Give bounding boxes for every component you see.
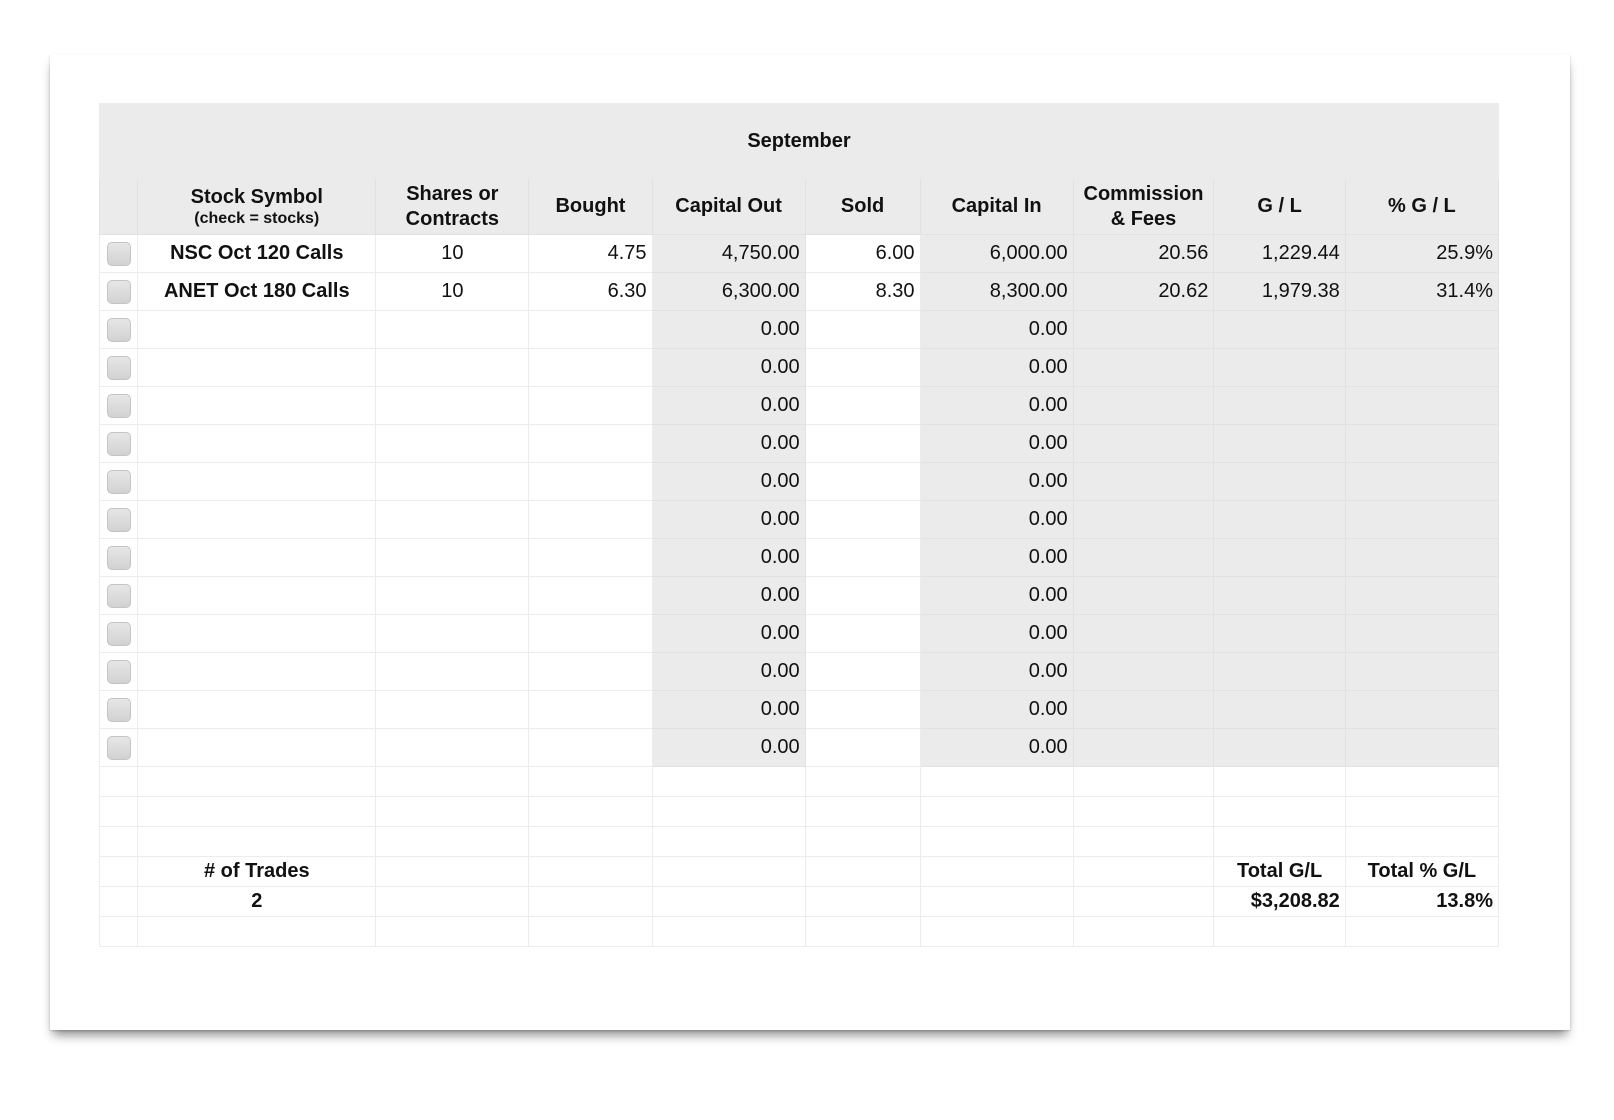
pct-gl-cell[interactable] — [1345, 425, 1498, 463]
shares-cell[interactable] — [376, 425, 529, 463]
cell[interactable] — [805, 767, 920, 797]
capital-out-cell[interactable]: 0.00 — [652, 463, 805, 501]
stock-checkbox[interactable] — [107, 242, 131, 266]
gl-cell[interactable] — [1214, 691, 1345, 729]
cell[interactable] — [138, 767, 376, 797]
commission-cell[interactable]: 20.62 — [1073, 273, 1214, 311]
cell[interactable] — [805, 887, 920, 917]
header-stock-symbol-note: (check = stocks) — [194, 210, 320, 227]
cell[interactable] — [1214, 767, 1345, 797]
header-capital-out[interactable]: Capital Out — [652, 179, 805, 235]
header-pct-gl[interactable]: % G / L — [1345, 179, 1498, 235]
capital-out-cell[interactable]: 0.00 — [652, 577, 805, 615]
commission-cell[interactable] — [1073, 615, 1214, 653]
cell[interactable] — [376, 917, 529, 947]
trade-row — [100, 729, 1499, 767]
title-row — [100, 104, 1499, 179]
sold-cell[interactable]: 8.30 — [805, 273, 920, 311]
pct-gl-cell[interactable] — [1345, 463, 1498, 501]
gl-cell[interactable] — [1214, 349, 1345, 387]
spreadsheet-page — [50, 54, 1570, 1030]
sold-cell[interactable] — [805, 425, 920, 463]
cell[interactable] — [652, 827, 805, 857]
capital-in-cell[interactable]: 0.00 — [920, 425, 1073, 463]
commission-cell[interactable] — [1073, 463, 1214, 501]
checkbox-cell — [100, 311, 138, 349]
shares-cell[interactable] — [376, 463, 529, 501]
commission-cell[interactable] — [1073, 539, 1214, 577]
shares-cell[interactable] — [376, 729, 529, 767]
checkbox-cell — [100, 387, 138, 425]
capital-out-cell[interactable]: 0.00 — [652, 691, 805, 729]
bought-cell[interactable]: 4.75 — [529, 235, 652, 273]
stock-checkbox[interactable] — [107, 394, 131, 418]
capital-out-cell[interactable]: 0.00 — [652, 501, 805, 539]
trade-row — [100, 425, 1499, 463]
stock-symbol-cell[interactable] — [138, 463, 376, 501]
capital-in-cell[interactable]: 0.00 — [920, 615, 1073, 653]
cell[interactable] — [1073, 887, 1214, 917]
checkbox-cell — [100, 425, 138, 463]
header-shares-line2: Contracts — [405, 207, 500, 230]
blank-row — [100, 797, 1499, 827]
shares-cell[interactable] — [376, 349, 529, 387]
cell[interactable] — [376, 797, 529, 827]
capital-in-cell[interactable]: 0.00 — [920, 311, 1073, 349]
gl-cell[interactable] — [1214, 501, 1345, 539]
capital-in-cell[interactable]: 0.00 — [920, 729, 1073, 767]
stock-symbol-cell[interactable] — [138, 653, 376, 691]
sold-cell[interactable] — [805, 463, 920, 501]
stock-symbol-cell[interactable] — [138, 577, 376, 615]
cell[interactable] — [529, 827, 652, 857]
checkbox-cell — [100, 273, 138, 311]
bought-cell[interactable] — [529, 539, 652, 577]
cell[interactable] — [376, 827, 529, 857]
shares-cell[interactable] — [376, 501, 529, 539]
commission-cell[interactable] — [1073, 425, 1214, 463]
commission-cell[interactable] — [1073, 653, 1214, 691]
capital-in-cell[interactable]: 0.00 — [920, 349, 1073, 387]
stock-symbol-cell[interactable] — [138, 349, 376, 387]
capital-in-cell[interactable]: 6,000.00 — [920, 235, 1073, 273]
header-capital-in[interactable]: Capital In — [920, 179, 1073, 235]
shares-cell[interactable] — [376, 615, 529, 653]
stock-checkbox[interactable] — [107, 546, 131, 570]
capital-in-cell[interactable]: 8,300.00 — [920, 273, 1073, 311]
shares-cell[interactable] — [376, 577, 529, 615]
pct-gl-cell[interactable] — [1345, 387, 1498, 425]
sold-cell[interactable] — [805, 577, 920, 615]
cell[interactable] — [920, 797, 1073, 827]
stock-symbol-cell[interactable] — [138, 691, 376, 729]
bought-cell[interactable] — [529, 501, 652, 539]
cell[interactable] — [1214, 917, 1345, 947]
checkbox-cell — [100, 691, 138, 729]
stock-checkbox[interactable] — [107, 736, 131, 760]
sold-cell[interactable] — [805, 311, 920, 349]
gl-cell[interactable] — [1214, 653, 1345, 691]
stock-checkbox[interactable] — [107, 698, 131, 722]
trade-row — [100, 349, 1499, 387]
checkbox-cell — [100, 653, 138, 691]
cell[interactable] — [100, 917, 138, 947]
cell[interactable] — [1073, 827, 1214, 857]
gl-cell[interactable] — [1214, 539, 1345, 577]
header-sold[interactable]: Sold — [805, 179, 920, 235]
capital-out-cell[interactable]: 6,300.00 — [652, 273, 805, 311]
commission-cell[interactable]: 20.56 — [1073, 235, 1214, 273]
cell[interactable] — [138, 827, 376, 857]
cell[interactable] — [1073, 857, 1214, 887]
cell[interactable] — [376, 857, 529, 887]
header-commission-line2: & Fees — [1110, 207, 1177, 230]
header-shares-line1: Shares or — [406, 182, 499, 205]
checkbox-cell — [100, 501, 138, 539]
bought-cell[interactable] — [529, 615, 652, 653]
cell[interactable] — [1345, 767, 1498, 797]
capital-in-cell[interactable]: 0.00 — [920, 577, 1073, 615]
header-bought[interactable]: Bought — [529, 179, 652, 235]
bought-cell[interactable] — [529, 691, 652, 729]
blank-row — [100, 767, 1499, 797]
bought-cell[interactable] — [529, 729, 652, 767]
shares-cell[interactable] — [376, 539, 529, 577]
capital-out-cell[interactable]: 0.00 — [652, 349, 805, 387]
summary-label-row — [100, 857, 1499, 887]
header-stock-symbol[interactable] — [138, 179, 376, 235]
cell[interactable] — [652, 857, 805, 887]
commission-cell[interactable] — [1073, 577, 1214, 615]
sold-cell[interactable] — [805, 615, 920, 653]
capital-out-cell[interactable]: 4,750.00 — [652, 235, 805, 273]
capital-in-cell[interactable]: 0.00 — [920, 653, 1073, 691]
header-row — [100, 179, 1499, 235]
cell[interactable] — [1073, 767, 1214, 797]
pct-gl-cell[interactable] — [1345, 311, 1498, 349]
checkbox-cell — [100, 235, 138, 273]
total-gl-value[interactable]: $3,208.82 — [1214, 887, 1345, 917]
trade-row — [100, 273, 1499, 311]
trades-count-value[interactable]: 2 — [138, 887, 376, 917]
stock-symbol-cell[interactable] — [138, 501, 376, 539]
cell[interactable] — [1345, 797, 1498, 827]
pct-gl-cell[interactable] — [1345, 615, 1498, 653]
header-shares[interactable] — [376, 179, 529, 235]
cell[interactable] — [100, 887, 138, 917]
capital-out-cell[interactable]: 0.00 — [652, 653, 805, 691]
cell[interactable] — [376, 887, 529, 917]
gl-cell[interactable] — [1214, 387, 1345, 425]
pct-gl-cell[interactable] — [1345, 539, 1498, 577]
cell[interactable] — [100, 797, 138, 827]
sold-cell[interactable] — [805, 501, 920, 539]
shares-cell[interactable] — [376, 387, 529, 425]
checkbox-cell — [100, 615, 138, 653]
cell[interactable] — [1345, 917, 1498, 947]
trade-row — [100, 463, 1499, 501]
cell[interactable] — [100, 767, 138, 797]
cell[interactable] — [805, 797, 920, 827]
trades-table — [99, 103, 1499, 947]
stock-symbol-cell[interactable] — [138, 311, 376, 349]
capital-out-cell[interactable]: 0.00 — [652, 387, 805, 425]
bought-cell[interactable] — [529, 577, 652, 615]
trade-row — [100, 691, 1499, 729]
stock-symbol-cell[interactable] — [138, 425, 376, 463]
stock-checkbox[interactable] — [107, 318, 131, 342]
pct-gl-cell[interactable] — [1345, 729, 1498, 767]
blank-row — [100, 917, 1499, 947]
sold-cell[interactable]: 6.00 — [805, 235, 920, 273]
commission-cell[interactable] — [1073, 729, 1214, 767]
gl-cell[interactable] — [1214, 577, 1345, 615]
shares-cell[interactable]: 10 — [376, 273, 529, 311]
gl-cell[interactable] — [1214, 463, 1345, 501]
capital-in-cell[interactable]: 0.00 — [920, 539, 1073, 577]
gl-cell[interactable] — [1214, 311, 1345, 349]
blank-row — [100, 827, 1499, 857]
shares-cell[interactable] — [376, 691, 529, 729]
cell[interactable] — [529, 917, 652, 947]
cell[interactable] — [100, 857, 138, 887]
shares-cell[interactable] — [376, 311, 529, 349]
pct-gl-cell[interactable] — [1345, 577, 1498, 615]
stock-symbol-cell[interactable]: NSC Oct 120 Calls — [138, 235, 376, 273]
stock-checkbox[interactable] — [107, 622, 131, 646]
cell[interactable] — [920, 887, 1073, 917]
total-pct-gl-label[interactable]: Total % G/L — [1345, 857, 1498, 887]
pct-gl-cell[interactable]: 31.4% — [1345, 273, 1498, 311]
trade-row — [100, 501, 1499, 539]
cell[interactable] — [529, 857, 652, 887]
summary-value-row — [100, 887, 1499, 917]
pct-gl-cell[interactable]: 25.9% — [1345, 235, 1498, 273]
total-pct-gl-value[interactable]: 13.8% — [1345, 887, 1498, 917]
trade-row — [100, 615, 1499, 653]
cell[interactable] — [1073, 917, 1214, 947]
stock-symbol-cell[interactable] — [138, 615, 376, 653]
header-stock-symbol-label: Stock Symbol — [190, 186, 323, 208]
capital-in-cell[interactable]: 0.00 — [920, 691, 1073, 729]
sheet-title[interactable]: September — [100, 104, 1499, 179]
cell[interactable] — [652, 917, 805, 947]
gl-cell[interactable] — [1214, 425, 1345, 463]
cell[interactable] — [652, 887, 805, 917]
commission-cell[interactable] — [1073, 691, 1214, 729]
stock-checkbox[interactable] — [107, 432, 131, 456]
sold-cell[interactable] — [805, 691, 920, 729]
stock-checkbox[interactable] — [107, 508, 131, 532]
cell[interactable] — [1073, 797, 1214, 827]
total-gl-label[interactable]: Total G/L — [1214, 857, 1345, 887]
cell[interactable] — [1214, 797, 1345, 827]
sold-cell[interactable] — [805, 729, 920, 767]
pct-gl-cell[interactable] — [1345, 691, 1498, 729]
stock-symbol-cell[interactable] — [138, 729, 376, 767]
checkbox-cell — [100, 539, 138, 577]
header-commission-line1: Commission — [1083, 182, 1204, 205]
cell[interactable] — [376, 767, 529, 797]
commission-cell[interactable] — [1073, 501, 1214, 539]
capital-out-cell[interactable]: 0.00 — [652, 615, 805, 653]
pct-gl-cell[interactable] — [1345, 653, 1498, 691]
header-checkbox-col[interactable] — [100, 179, 138, 235]
trades-count-label[interactable]: # of Trades — [138, 857, 376, 887]
checkbox-cell — [100, 463, 138, 501]
capital-out-cell[interactable]: 0.00 — [652, 425, 805, 463]
stock-checkbox[interactable] — [107, 660, 131, 684]
header-gl[interactable]: G / L — [1214, 179, 1345, 235]
cell[interactable] — [652, 797, 805, 827]
trade-row — [100, 235, 1499, 273]
capital-in-cell[interactable]: 0.00 — [920, 387, 1073, 425]
gl-cell[interactable]: 1,229.44 — [1214, 235, 1345, 273]
sold-cell[interactable] — [805, 387, 920, 425]
stock-checkbox[interactable] — [107, 280, 131, 304]
trade-row — [100, 311, 1499, 349]
cell[interactable] — [529, 797, 652, 827]
checkbox-cell — [100, 349, 138, 387]
stock-checkbox[interactable] — [107, 584, 131, 608]
bought-cell[interactable] — [529, 311, 652, 349]
bought-cell[interactable] — [529, 463, 652, 501]
sold-cell[interactable] — [805, 539, 920, 577]
checkbox-cell — [100, 729, 138, 767]
trade-row — [100, 653, 1499, 691]
cell[interactable] — [805, 917, 920, 947]
gl-cell[interactable] — [1214, 729, 1345, 767]
bought-cell[interactable] — [529, 349, 652, 387]
cell[interactable] — [920, 857, 1073, 887]
capital-in-cell[interactable]: 0.00 — [920, 463, 1073, 501]
bought-cell[interactable] — [529, 425, 652, 463]
commission-cell[interactable] — [1073, 349, 1214, 387]
commission-cell[interactable] — [1073, 387, 1214, 425]
cell[interactable] — [138, 797, 376, 827]
stock-checkbox[interactable] — [107, 470, 131, 494]
cell[interactable] — [1214, 827, 1345, 857]
capital-out-cell[interactable]: 0.00 — [652, 539, 805, 577]
shares-cell[interactable]: 10 — [376, 235, 529, 273]
stock-symbol-cell[interactable] — [138, 387, 376, 425]
pct-gl-cell[interactable] — [1345, 349, 1498, 387]
stock-checkbox[interactable] — [107, 356, 131, 380]
bought-cell[interactable]: 6.30 — [529, 273, 652, 311]
shares-cell[interactable] — [376, 653, 529, 691]
checkbox-cell — [100, 577, 138, 615]
header-commission[interactable] — [1073, 179, 1214, 235]
cell[interactable] — [529, 767, 652, 797]
cell[interactable] — [920, 827, 1073, 857]
gl-cell[interactable] — [1214, 615, 1345, 653]
commission-cell[interactable] — [1073, 311, 1214, 349]
capital-in-cell[interactable]: 0.00 — [920, 501, 1073, 539]
sold-cell[interactable] — [805, 653, 920, 691]
cell[interactable] — [1345, 827, 1498, 857]
stock-symbol-cell[interactable]: ANET Oct 180 Calls — [138, 273, 376, 311]
capital-out-cell[interactable]: 0.00 — [652, 729, 805, 767]
cell[interactable] — [805, 857, 920, 887]
bought-cell[interactable] — [529, 653, 652, 691]
cell[interactable] — [529, 887, 652, 917]
trade-row — [100, 577, 1499, 615]
cell[interactable] — [920, 917, 1073, 947]
pct-gl-cell[interactable] — [1345, 501, 1498, 539]
trade-row — [100, 387, 1499, 425]
capital-out-cell[interactable]: 0.00 — [652, 311, 805, 349]
cell[interactable] — [805, 827, 920, 857]
cell[interactable] — [100, 827, 138, 857]
cell[interactable] — [138, 917, 376, 947]
cell[interactable] — [652, 767, 805, 797]
cell[interactable] — [920, 767, 1073, 797]
gl-cell[interactable]: 1,979.38 — [1214, 273, 1345, 311]
bought-cell[interactable] — [529, 387, 652, 425]
stock-symbol-cell[interactable] — [138, 539, 376, 577]
trade-row — [100, 539, 1499, 577]
sold-cell[interactable] — [805, 349, 920, 387]
